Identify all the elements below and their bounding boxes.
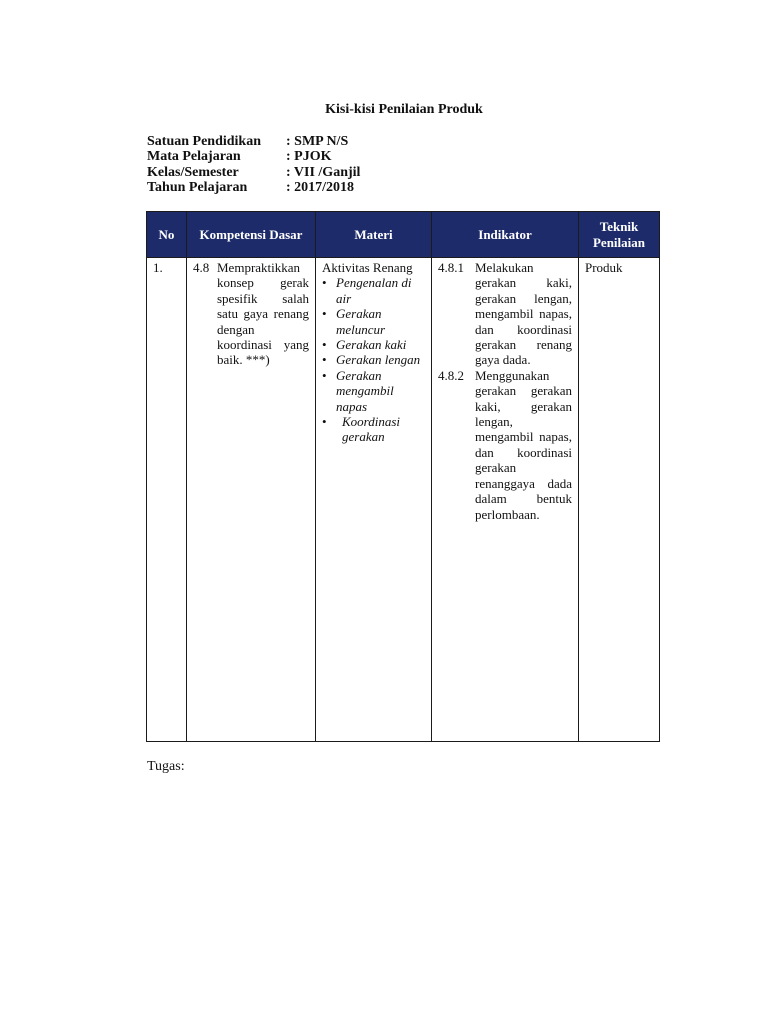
- meta-value: : VII /Ganjil: [286, 164, 361, 180]
- kd-code: 4.8: [193, 260, 210, 275]
- header-kompetensi-dasar: Kompetensi Dasar: [187, 212, 316, 258]
- materi-item: • Gerakan mengambil napas: [322, 367, 394, 414]
- materi-title: Aktivitas Renang: [322, 260, 413, 275]
- header-indikator: Indikator: [432, 212, 579, 258]
- indikator-item: [438, 368, 572, 522]
- bullet-icon: •: [322, 337, 327, 353]
- kd-text: Mempraktikkan konsep gerak spesifik salah satu gaya renang dengan koordinasi yang baik. ***): [217, 260, 309, 368]
- materi-item: • Gerakan meluncur: [322, 306, 386, 337]
- cell-no: 1.: [147, 258, 187, 742]
- document-meta: [147, 134, 360, 196]
- meta-value: : PJOK: [286, 149, 332, 165]
- meta-row-satuan: [147, 134, 360, 149]
- header-teknik-penilaian: Teknik Penilaian: [579, 212, 660, 258]
- indikator-code: 4.8.1: [438, 260, 464, 275]
- meta-label: Mata Pelajaran: [147, 149, 241, 165]
- indikator-text: Menggunakan gerakan gerakan kaki, gerakan lengan, mengambil napas, dan koordinasi gerakan renanggaya dada dalam bentuk perlombaan.: [475, 367, 572, 522]
- cell-kompetensi-dasar: [187, 258, 316, 742]
- indikator-text: Melakukan gerakan kaki, gerakan lengan, mengambil napas, dan koordinasi gerakan renang gaya dada.: [475, 260, 572, 368]
- table-row: [147, 258, 660, 742]
- indikator-item: [438, 260, 572, 368]
- meta-value: : SMP N/S: [286, 134, 349, 149]
- meta-value: : 2017/2018: [286, 180, 355, 196]
- meta-row-kelas: [147, 165, 360, 180]
- kisi-table: [146, 211, 660, 742]
- bullet-icon: •: [322, 352, 327, 368]
- page-title: Kisi-kisi Penilaian Produk: [325, 102, 483, 117]
- bullet-icon: •: [322, 275, 327, 291]
- cell-teknik-penilaian: Produk: [579, 258, 660, 742]
- cell-materi: [316, 258, 432, 742]
- materi-item: • Pengenalan di air: [322, 275, 412, 306]
- header-no: No: [147, 212, 187, 258]
- materi-item: • Gerakan lengan: [322, 352, 421, 368]
- meta-row-mapel: [147, 149, 360, 164]
- table-header-row: [147, 212, 660, 258]
- bullet-icon: •: [322, 367, 327, 383]
- header-materi: Materi: [316, 212, 432, 258]
- meta-label: Kelas/Semester: [147, 164, 239, 180]
- bullet-icon: •: [322, 306, 327, 322]
- indikator-code: 4.8.2: [438, 367, 464, 383]
- materi-item: • Gerakan kaki: [322, 337, 407, 353]
- materi-list: [322, 275, 425, 444]
- cell-indikator: [432, 258, 579, 742]
- meta-label: Satuan Pendidikan: [147, 134, 261, 149]
- meta-row-tahun: [147, 180, 360, 195]
- meta-label: Tahun Pelajaran: [147, 180, 248, 196]
- tugas-label: Tugas:: [147, 759, 185, 774]
- bullet-icon: •: [322, 414, 327, 430]
- kd-item: [193, 260, 309, 368]
- materi-item: • Koordinasi gerakan: [322, 414, 401, 445]
